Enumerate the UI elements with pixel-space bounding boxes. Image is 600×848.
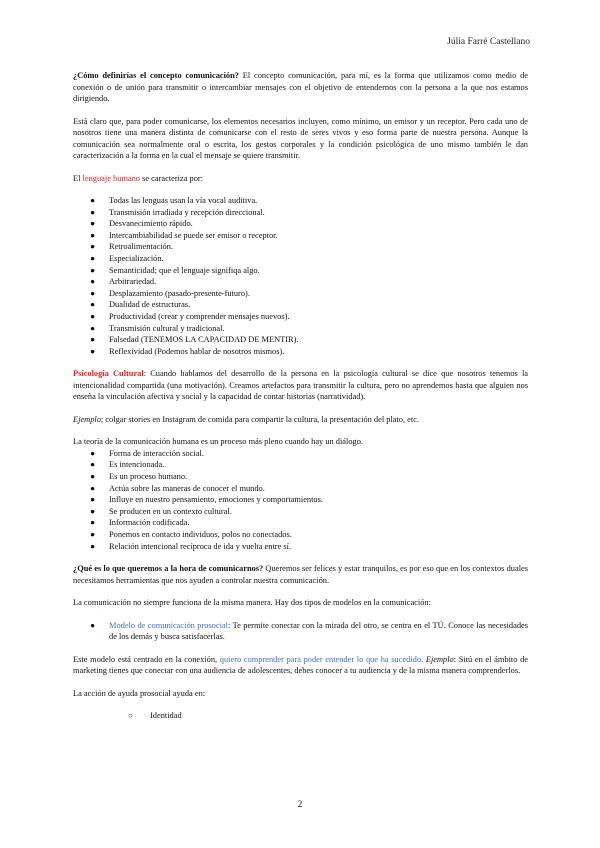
list-item-language-feature: [90, 311, 528, 323]
bullet-icon: ●: [90, 300, 96, 310]
list-item-theory: [90, 506, 528, 518]
model-prosocial-item: ● Modelo de comunicación prosocial: Te permite conectar con la mirada del otro, se centra en el TÚ. Conoce las necesidades de los demás y busca satisfacerlas.: [90, 620, 528, 642]
answer-definition: El concepto comunicación, para mí, es la forma que utilizamos como medio de conexión o de unión para transmitir o intercambiar mensajes con el objetivo de entendernos con la persona a la que nos estamos dirigiendo.: [73, 71, 529, 103]
list-item-language-feature: [90, 265, 528, 277]
list-item-theory: [90, 529, 528, 541]
bullet-icon: ●: [90, 448, 96, 458]
list-item-text: Productividad (crear y comprender mensajes nuevos).: [109, 311, 290, 321]
list-item-text: Relación intencional recíproca de ida y vuelta entre sí.: [109, 541, 292, 551]
list-item-theory: [90, 541, 528, 553]
list-item-theory: [90, 517, 528, 529]
list-item-theory: [90, 471, 528, 483]
bullet-icon: ●: [90, 335, 96, 345]
list-item-language-feature: [90, 207, 528, 219]
bullet-icon: ●: [90, 472, 96, 481]
highlight-psicologia-cultural: Psicología Cultural: [73, 369, 144, 379]
list-item-language-feature: [90, 218, 528, 230]
bullet-icon: ●: [90, 311, 96, 321]
bullet-icon: ●: [90, 253, 96, 263]
label-ejemplo: Ejemplo: [73, 414, 101, 424]
list-item-theory: [90, 483, 528, 495]
paragraph-queremos: ¿Qué es lo que queremos a la hora de comunicarnos? Queremos ser felices y estar tranquilos, es por eso que en los contextos duales necesitamos herramientas que nos ayuden a controlar nuestra comunicación.: [73, 564, 528, 585]
list-item-text: Se producen en un contexto cultural.: [109, 506, 232, 516]
list-item-text: Transmisión cultural y tradicional.: [109, 323, 225, 333]
document-body: [73, 70, 528, 722]
bullet-icon: ●: [90, 288, 96, 298]
list-item-language-feature: [90, 230, 528, 242]
list-item-text: Intercambiabilidad se puede ser emisor o receptor.: [109, 230, 278, 240]
list-item-text: Arbitrariedad.: [109, 277, 157, 287]
list-item-theory: [90, 459, 528, 471]
list-item-prosocial: [128, 710, 528, 722]
bullet-icon: ●: [90, 265, 96, 275]
bullet-icon: ●: [90, 460, 96, 470]
list-item-language-feature: [90, 346, 528, 358]
paragraph-ejemplo: Ejemplo; colgar stories en Instagram de comida para compartir la cultura, la presentación del plato, etc.: [73, 414, 420, 424]
list-item-text: Dualidad de estructuras.: [109, 300, 191, 310]
bullet-icon: ●: [90, 346, 96, 356]
list-item-language-feature: [90, 195, 528, 207]
question-definition: ¿Cómo definirías el concepto comunicación?: [73, 71, 239, 80]
list-item-text: Desplazamiento (pasado-presente-futuro).: [109, 288, 250, 298]
list-item-language-feature: [90, 323, 528, 335]
list-prosocial-help: [73, 710, 528, 722]
list-item-text: Influye en nuestro pensamiento, emociones y comportamientos.: [109, 495, 323, 505]
model-prosocial-title: Modelo de comunicación prosocial: [109, 620, 228, 630]
list-item-text: Todas las lenguas usan la vía vocal auditiva.: [109, 196, 258, 205]
list-item-text: Ponemos en contacto individuos, polos no conectados.: [109, 529, 292, 539]
highlight-quiero-comprender: quiero comprender para poder entender lo que ha sucedido: [219, 654, 422, 664]
paragraph-conexion: Este modelo está centrado en la conexión, quiero comprender para poder entender lo que ha sucedido. Ejemplo: Sitú en el ámbito de marketing tienes que conectar con una audiencia de adolescentes, debes conocer a tu audiencia y de la misma manera comprenderlos.: [73, 654, 529, 676]
list-item-language-feature: [90, 288, 528, 300]
list-item-text: Desvanecimiento rápido.: [109, 219, 193, 229]
list-item-text: Falsedad (TENEMOS LA CAPACIDAD DE MENTIR).: [109, 335, 299, 345]
bullet-icon: ●: [90, 483, 96, 493]
list-item-language-feature: [90, 241, 528, 253]
bullet-icon: ●: [90, 207, 96, 217]
list-item-text: Transmisión irradiada y recepción direccional.: [109, 207, 265, 217]
bullet-icon: ●: [90, 277, 96, 287]
list-item-text: Forma de interacción social.: [109, 448, 204, 458]
paragraph-accion: La acción de ayuda prosocial ayuda en:: [73, 688, 206, 698]
bullet-icon: ●: [90, 529, 96, 539]
paragraph-definition: [73, 70, 528, 105]
bullet-icon: ●: [90, 242, 96, 252]
bullet-icon: ○: [128, 711, 133, 721]
list-item-text: Actúa sobre las maneras de conocer el mundo.: [109, 483, 265, 493]
paragraph-modelos: La comunicación no siempre funciona de la misma manera. Hay dos tipos de modelos en la comunicación:: [73, 598, 431, 608]
highlight-lenguaje-humano: lenguaje humano: [82, 173, 140, 183]
bullet-icon: ●: [90, 230, 96, 240]
list-language-features: [73, 195, 528, 357]
list-item-language-feature: [90, 334, 528, 346]
list-item-text: Identidad: [150, 711, 182, 721]
list-item-text: Semanticidad; que el lenguaje signifiqa algo.: [109, 265, 260, 275]
list-item-text: Reflexividad (Podemos hablar de nosotros mismos).: [109, 346, 285, 356]
list-item-text: Es un proceso humano.: [109, 472, 188, 481]
paragraph-teoria: La teoría de la comunicación humana es un proceso más pleno cuando hay un diálogo.: [73, 437, 364, 447]
bullet-dot: ●: [90, 620, 96, 630]
list-item-text: Retroalimentación.: [109, 242, 173, 252]
paragraph-lenguaje: El lenguaje humano se caracteriza por:: [73, 173, 204, 183]
list-item-text: Es intencionada.: [109, 460, 165, 470]
bullet-icon: ●: [90, 541, 96, 551]
page-header-author: Júlia Farré Castellano: [447, 37, 530, 47]
bullet-icon: ●: [90, 518, 96, 528]
bullet-icon: ●: [90, 495, 96, 505]
list-item-text: Especialización.: [109, 253, 164, 263]
paragraph-elements: Está claro que, para poder comunicarse, los elementos necesarios incluyen, como mínimo, un emisor y un receptor. Pero cada uno de nosotros tiene una manera distinta de comunicarse con el resto de seres vivos y eso forma parte de nuestra persona. Aunque la comunicación sea normalmente oral o escrita, los gestos corporales y la condición psicológica de uno mismo también le dan caracterización a la forma en la cual el mensaje se quiere transmitir.: [73, 116, 528, 160]
list-item-language-feature: [90, 299, 528, 311]
label-ejemplo-2: Ejemplo: [425, 654, 454, 664]
list-item-language-feature: [90, 276, 528, 288]
list-communication-theory: [73, 448, 528, 552]
list-item-text: Información codificada.: [109, 518, 190, 528]
bullet-icon: ●: [90, 196, 96, 205]
paragraph-psicologia: Psicología Cultural: Cuando hablamos del desarrollo de la persona en la psicología cultural se dice que nosotros tenemos la intencionalidad compartida (una motivación). Creamos artefactos para transmitir la cultura, pero no aprendemos hasta que alguien nos enseña la vinculación afectiva y social y la capacidad de contar historias (narratividad).: [73, 369, 528, 402]
list-item-theory: [90, 448, 528, 460]
bullet-icon: ●: [90, 323, 96, 333]
bullet-icon: ●: [90, 506, 96, 516]
list-item-theory: [90, 494, 528, 506]
page-number: 2: [297, 800, 303, 810]
question-queremos: ¿Qué es lo que queremos a la hora de comunicarnos?: [73, 564, 264, 574]
bullet-icon: ●: [90, 219, 96, 229]
list-item-language-feature: [90, 253, 528, 265]
